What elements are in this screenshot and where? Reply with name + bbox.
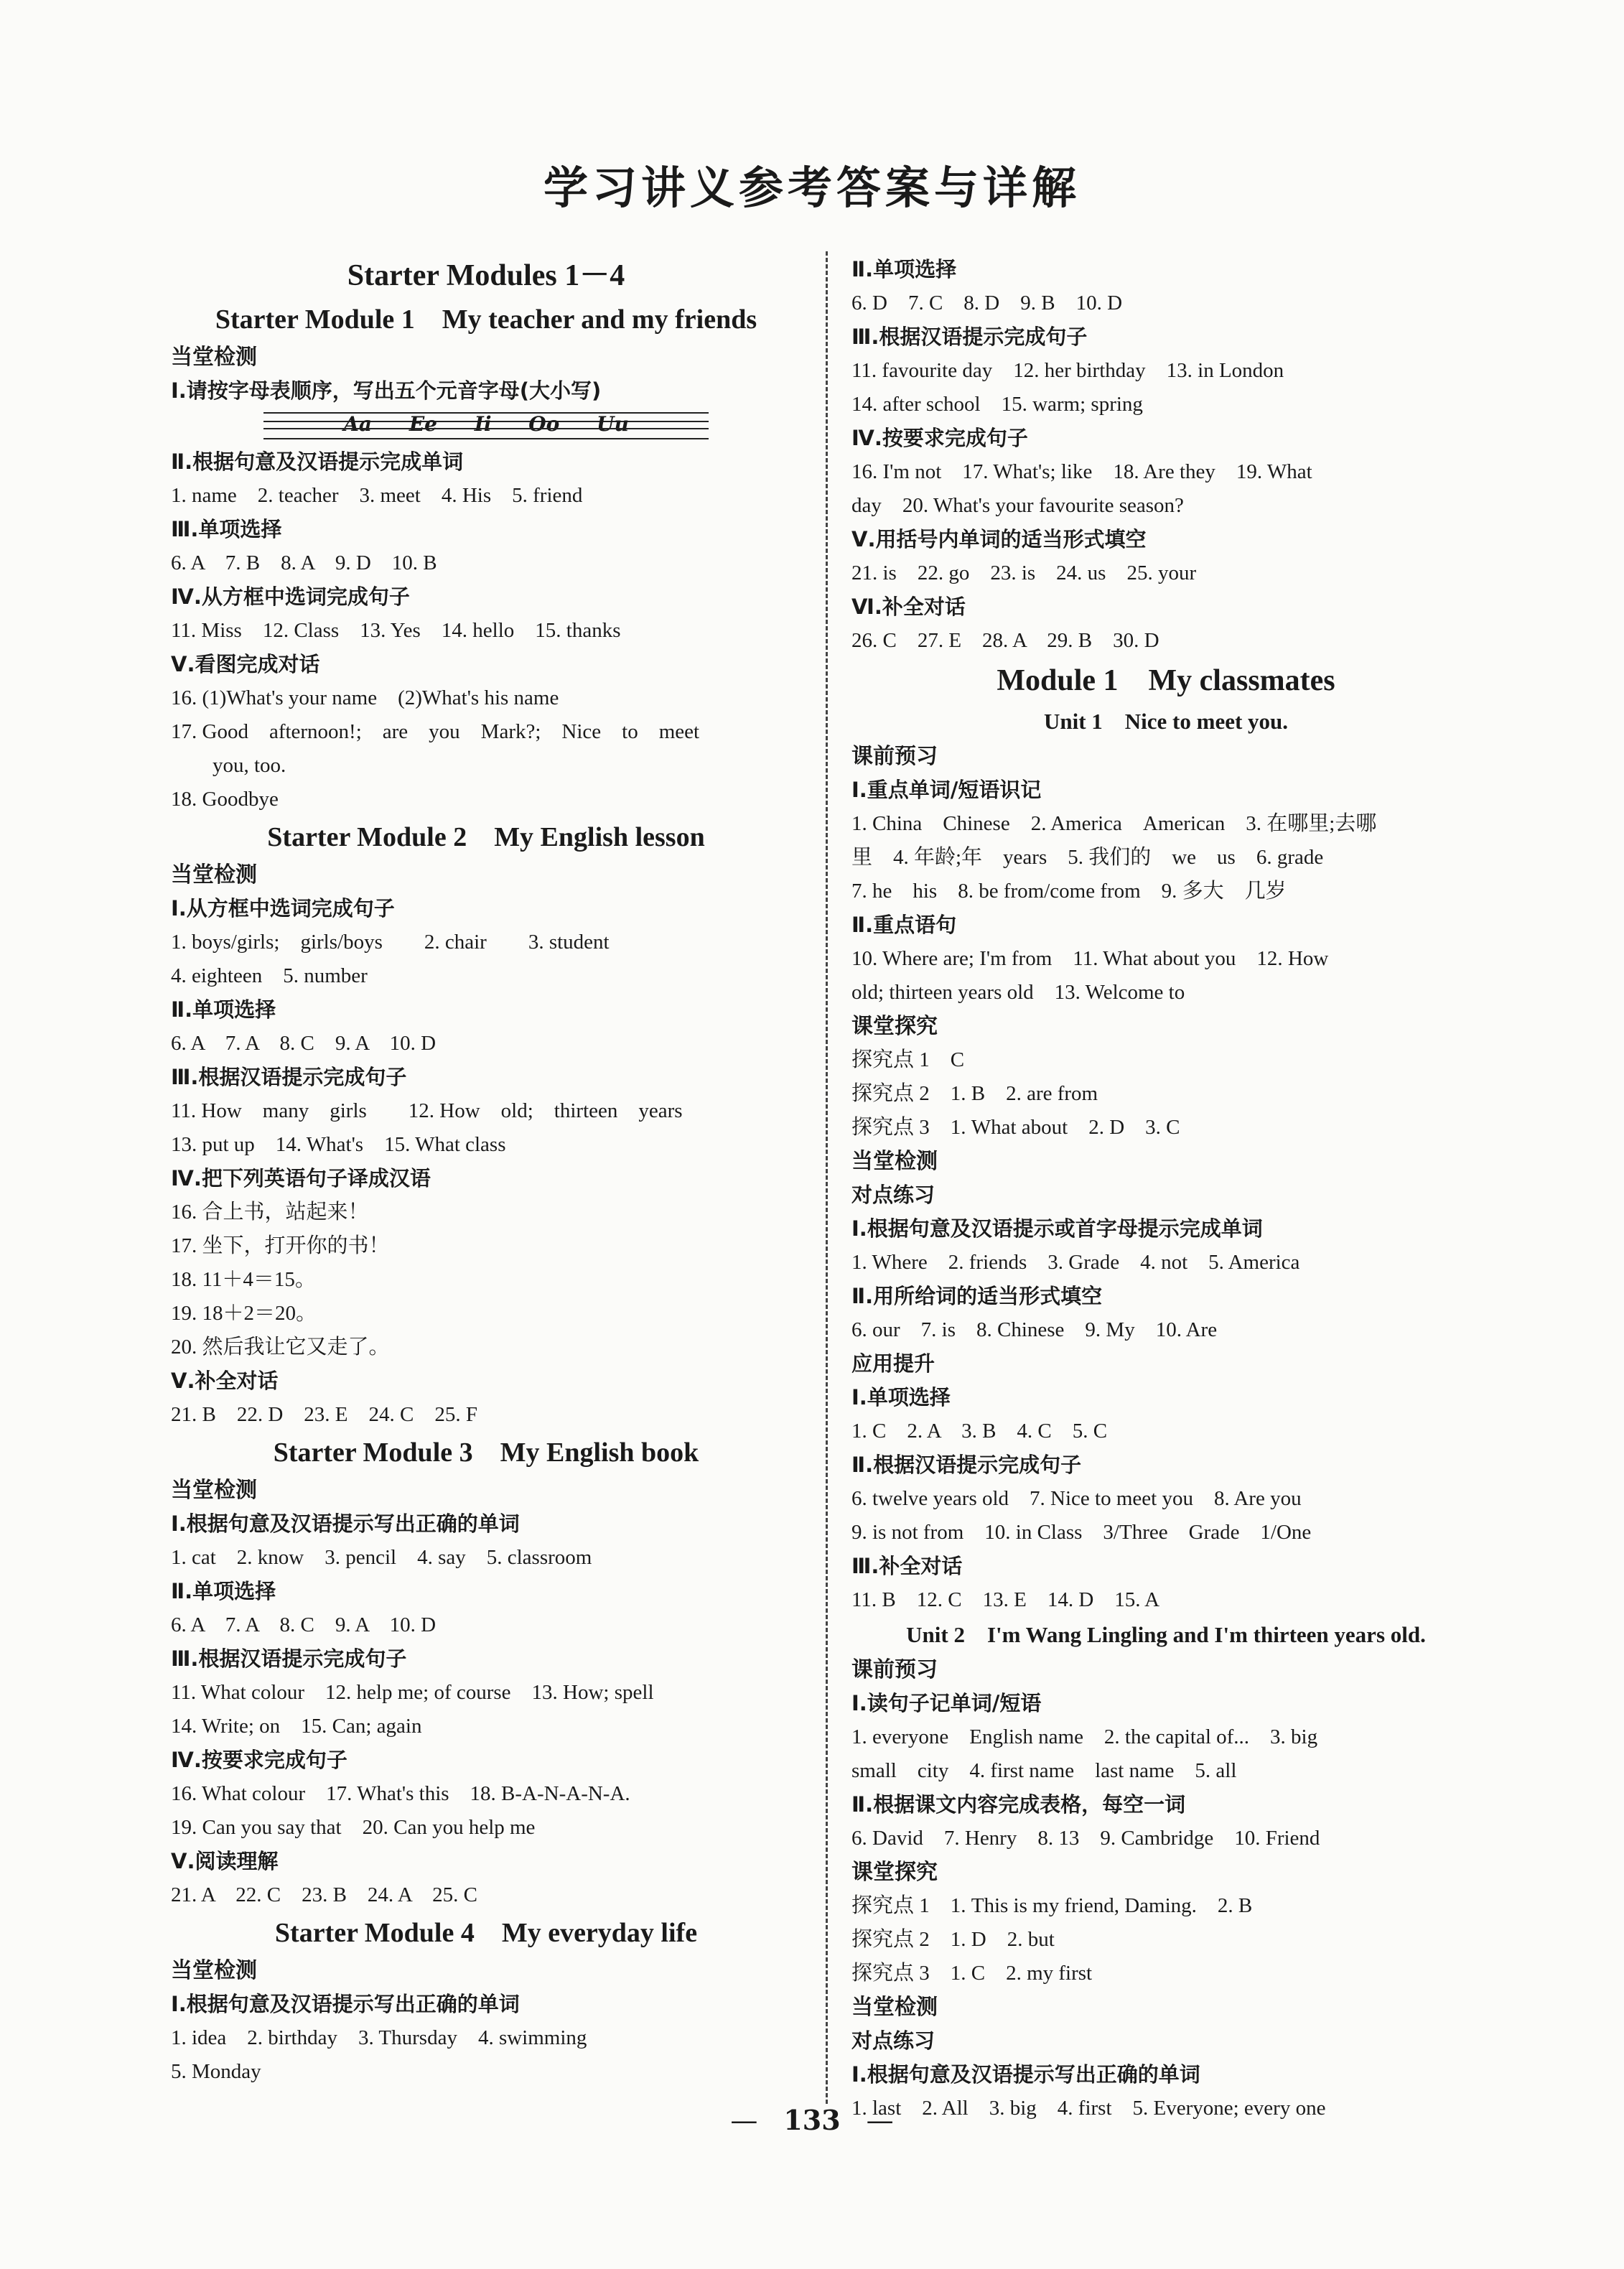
- answer-line: 11. B 12. C 13. E 14. D 15. A: [851, 1588, 1160, 1611]
- subsection-heading: 当堂检测: [851, 1149, 938, 1174]
- exercise-heading: Ⅴ.用括号内单词的适当形式填空: [851, 527, 1147, 551]
- answer-line: 17. Good afternoon!; are you Mark?; Nice to meet: [171, 720, 700, 743]
- exercise-heading: Ⅴ.看图完成对话: [171, 652, 320, 676]
- answer-line: 1. C 2. A 3. B 4. C 5. C: [851, 1420, 1108, 1443]
- exercise-heading: Ⅰ.根据句意及汉语提示写出正确的单词: [171, 1992, 520, 2016]
- exercise-heading: Ⅰ.读句子记单词/短语: [851, 1691, 1042, 1715]
- exercise-heading: Ⅳ.按要求完成句子: [851, 426, 1028, 450]
- exercise-heading: Ⅱ.根据课文内容完成表格，每空一词: [851, 1792, 1186, 1817]
- answer-line: 18. Goodbye: [171, 788, 279, 811]
- exercise-heading: Ⅰ.根据句意及汉语提示写出正确的单词: [851, 2062, 1200, 2087]
- answer-line: 1. Where 2. friends 3. Grade 4. not 5. America: [851, 1251, 1300, 1274]
- answer-line: 6. A 7. B 8. A 9. D 10. B: [171, 551, 437, 574]
- answer-line: 21. B 22. D 23. E 24. C 25. F: [171, 1403, 477, 1426]
- answer-line: 1. idea 2. birthday 3. Thursday 4. swimming: [171, 2026, 587, 2049]
- right-column: [851, 253, 1480, 2125]
- unit-heading: Unit 2 I'm Wang Lingling and I'm thirteen years old.: [906, 1622, 1426, 1647]
- answer-line: 11. Miss 12. Class 13. Yes 14. hello 15. thanks: [171, 619, 621, 642]
- answer-line: 6. our 7. is 8. Chinese 9. My 10. Are: [851, 1318, 1218, 1341]
- exercise-heading: Ⅲ.根据汉语提示完成句子: [851, 325, 1088, 349]
- answer-line: 6. D 7. C 8. D 9. B 10. D: [851, 292, 1123, 315]
- page-number: — 133 —: [0, 2104, 1624, 2136]
- answer-line: 11. How many girls 12. How old; thirteen years: [171, 1099, 683, 1122]
- module-heading: Starter Module 1 My teacher and my friends: [215, 304, 757, 335]
- answer-line: 里 4. 年龄;年 years 5. 我们的 we us 6. grade: [851, 846, 1324, 869]
- answer-line: small city 4. first name last name 5. all: [851, 1759, 1237, 1782]
- exercise-heading: Ⅳ.按要求完成句子: [171, 1748, 347, 1772]
- module-heading: Starter Module 3 My English book: [273, 1438, 699, 1468]
- exercise-heading: Ⅳ.从方框中选词完成句子: [171, 584, 410, 609]
- answer-line: 1. cat 2. know 3. pencil 4. say 5. classroom: [171, 1546, 592, 1569]
- answer-line: 6. twelve years old 7. Nice to meet you 8. Are you: [851, 1487, 1302, 1510]
- answer-line: 6. A 7. A 8. C 9. A 10. D: [171, 1032, 437, 1055]
- answer-line: 11. What colour 12. help me; of course 13. How; spell: [171, 1681, 654, 1704]
- answer-line: 探究点 3 1. C 2. my first: [851, 1962, 1093, 1985]
- page-title: 学习讲义参考答案与详解: [543, 162, 1081, 214]
- answer-line: 探究点 3 1. What about 2. D 3. C: [851, 1116, 1180, 1139]
- exercise-heading: Ⅰ.根据句意及汉语提示写出正确的单词: [171, 1511, 520, 1536]
- exercise-heading: Ⅰ.根据句意及汉语提示或首字母提示完成单词: [851, 1216, 1263, 1241]
- exercise-heading: Ⅴ.阅读理解: [171, 1849, 279, 1873]
- module-heading: Starter Module 2 My English lesson: [267, 822, 705, 852]
- answer-line: 20. 然后我让它又走了。: [171, 1336, 390, 1359]
- answer-line: 19. Can you say that 20. Can you help me: [171, 1816, 536, 1839]
- answer-line: old; thirteen years old 13. Welcome to: [851, 981, 1185, 1004]
- exercise-heading: Ⅰ.单项选择: [851, 1385, 951, 1410]
- unit-heading: Unit 1 Nice to meet you.: [1043, 709, 1289, 734]
- exercise-heading: Ⅱ.用所给词的适当形式填空: [851, 1284, 1103, 1308]
- answer-line: 1. last 2. All 3. big 4. first 5. Everyone; every one: [851, 2097, 1326, 2120]
- answer-line: 14. Write; on 15. Can; again: [171, 1715, 422, 1738]
- vowel-letters-staff: [263, 412, 709, 439]
- answer-line: 21. A 22. C 23. B 24. A 25. C: [171, 1883, 478, 1906]
- exercise-heading: Ⅴ.补全对话: [171, 1369, 279, 1393]
- exercise-heading: Ⅱ.根据句意及汉语提示完成单词: [171, 449, 464, 474]
- subsection-heading: 课堂探究: [851, 1014, 938, 1039]
- answer-line: 26. C 27. E 28. A 29. B 30. D: [851, 629, 1159, 652]
- left-column: [171, 253, 801, 2089]
- column-divider: [826, 251, 828, 2104]
- exercise-heading: Ⅲ.根据汉语提示完成句子: [171, 1646, 407, 1671]
- answer-line: 探究点 1 1. This is my friend, Daming. 2. B: [851, 1894, 1253, 1917]
- exercise-heading: Ⅳ.把下列英语句子译成汉语: [171, 1166, 431, 1191]
- answer-line: 6. David 7. Henry 8. 13 9. Cambridge 10. Friend: [851, 1827, 1320, 1850]
- answer-line: 9. is not from 10. in Class 3/Three Grade 1/One: [851, 1521, 1312, 1544]
- answer-line: 14. after school 15. warm; spring: [851, 393, 1143, 416]
- exercise-heading: Ⅵ.补全对话: [851, 595, 966, 619]
- module-heading: Starter Module 4 My everyday life: [274, 1918, 698, 1948]
- exercise-heading: Ⅰ.从方框中选词完成句子: [171, 896, 395, 921]
- answer-line: 探究点 2 1. D 2. but: [851, 1928, 1055, 1951]
- answer-line: 7. he his 8. be from/come from 9. 多大 几岁: [851, 880, 1287, 903]
- answer-line: 1. boys/girls; girls/boys 2. chair 3. student: [171, 931, 610, 954]
- exercise-heading: Ⅰ.重点单词/短语识记: [851, 778, 1042, 802]
- answer-line: 探究点 1 C: [851, 1048, 965, 1071]
- answer-line: 16. (1)What's your name (2)What's his name: [171, 686, 559, 709]
- module-heading: Starter Modules 1－4: [347, 259, 625, 292]
- subsection-heading: 课堂探究: [851, 1860, 938, 1885]
- subsection-heading: 课前预习: [851, 1657, 938, 1682]
- subsection-heading: 当堂检测: [171, 1478, 257, 1503]
- module-heading: Module 1 My classmates: [997, 664, 1335, 697]
- exercise-heading: Ⅲ.补全对话: [851, 1554, 963, 1578]
- exercise-heading: Ⅱ.重点语句: [851, 913, 957, 937]
- subsection-heading: 对点练习: [851, 1183, 935, 1207]
- subsection-heading: 当堂检测: [171, 862, 257, 887]
- answer-line: 21. is 22. go 23. is 24. us 25. your: [851, 562, 1197, 584]
- answer-line: 19. 18＋2＝20。: [171, 1302, 317, 1325]
- exercise-heading: Ⅲ.单项选择: [171, 517, 282, 541]
- exercise-heading: Ⅱ.单项选择: [171, 997, 276, 1022]
- subsection-heading: 应用提升: [851, 1351, 935, 1376]
- answer-line: 16. 合上书，站起来！: [171, 1201, 369, 1224]
- answer-line: 探究点 2 1. B 2. are from: [851, 1082, 1098, 1105]
- answer-line: day 20. What's your favourite season?: [851, 494, 1184, 517]
- answer-line: 16. I'm not 17. What's; like 18. Are they 19. What: [851, 460, 1312, 483]
- exercise-heading: Ⅱ.单项选择: [171, 1579, 276, 1603]
- exercise-heading: Ⅰ.请按字母表顺序，写出五个元音字母(大小写): [171, 378, 602, 403]
- answer-line: 1. name 2. teacher 3. meet 4. His 5. friend: [171, 484, 583, 507]
- answer-line: 18. 11＋4＝15。: [171, 1268, 316, 1291]
- subsection-heading: 当堂检测: [171, 1958, 257, 1983]
- answer-line: 13. put up 14. What's 15. What class: [171, 1133, 506, 1156]
- answer-line: 1. China Chinese 2. America American 3. 在哪里;去哪: [851, 812, 1377, 835]
- subsection-heading: 当堂检测: [171, 345, 257, 370]
- exercise-heading: Ⅱ.单项选择: [851, 257, 957, 281]
- answer-line: 5. Monday: [171, 2060, 261, 2083]
- answer-line: 17. 坐下，打开你的书！: [171, 1234, 390, 1257]
- subsection-heading: 对点练习: [851, 2028, 935, 2053]
- answer-line: 11. favourite day 12. her birthday 13. in London: [851, 359, 1284, 382]
- exercise-heading: Ⅲ.根据汉语提示完成句子: [171, 1065, 407, 1089]
- answer-line: 1. everyone English name 2. the capital of... 3. big: [851, 1725, 1318, 1748]
- subsection-heading: 课前预习: [851, 744, 938, 769]
- answer-line: you, too.: [171, 754, 286, 777]
- answer-line: 6. A 7. A 8. C 9. A 10. D: [171, 1613, 437, 1636]
- answer-line: 4. eighteen 5. number: [171, 964, 368, 987]
- subsection-heading: 当堂检测: [851, 1995, 938, 2020]
- answer-line: 10. Where are; I'm from 11. What about you 12. How: [851, 947, 1329, 970]
- vowel-letters: Aa Ee Ii Oo Uu: [343, 412, 629, 436]
- exercise-heading: Ⅱ.根据汉语提示完成句子: [851, 1453, 1082, 1477]
- answer-line: 16. What colour 17. What's this 18. B-A-N-A-N-A.: [171, 1782, 630, 1805]
